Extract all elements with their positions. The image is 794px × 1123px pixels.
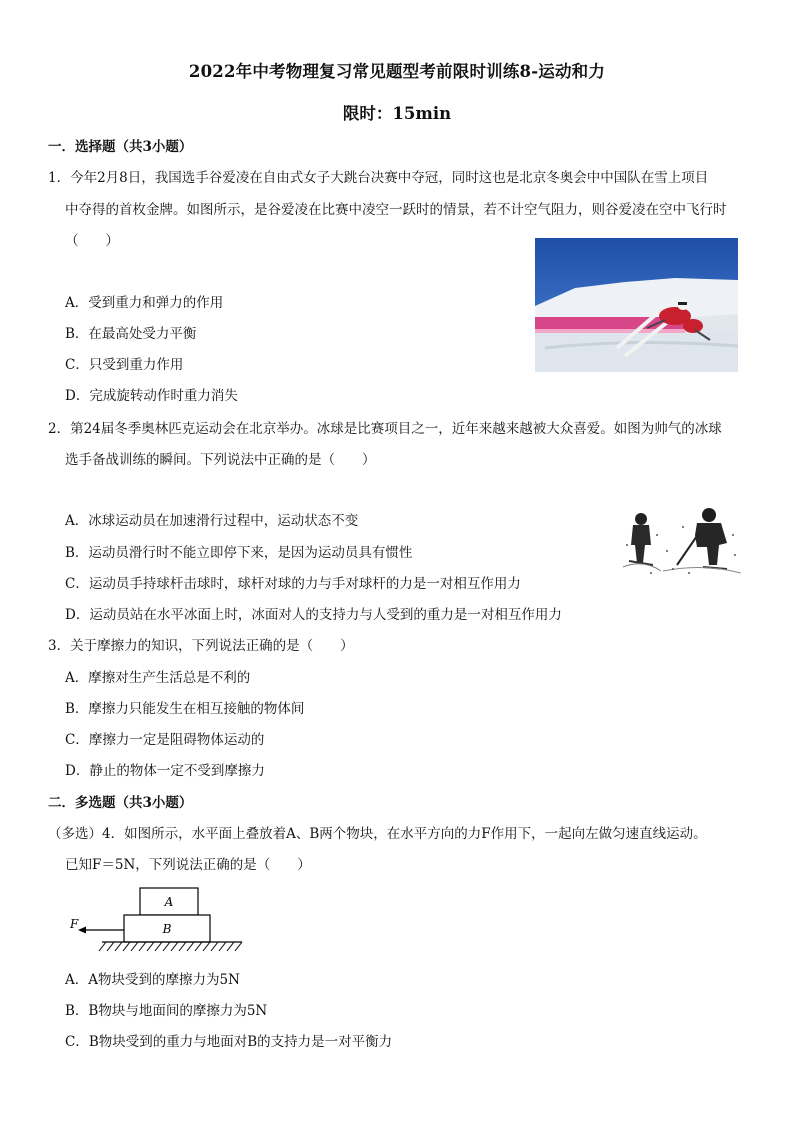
q4-option-a: A．A物块受到的摩擦力为5N: [65, 972, 240, 988]
q1-stem-line3: （ ）: [65, 233, 119, 249]
hockey-photo: [623, 505, 741, 577]
blocks-figure: [66, 884, 246, 956]
q1-option-d: D．完成旋转动作时重力消失: [65, 388, 238, 404]
block-b-label: B: [162, 922, 172, 936]
q2-option-c: C．运动员手持球杆击球时，球杆对球的力与手对球杆的力是一对相互作用力: [65, 576, 521, 592]
section-heading-choice: 一．选择题（共3小题）: [48, 139, 193, 155]
q2-option-d: D．运动员站在水平冰面上时，冰面对人的支持力与人受到的重力是一对相互作用力: [65, 607, 562, 623]
q2-stem-line2: 选手备战训练的瞬间。下列说法中正确的是（ ）: [65, 452, 376, 468]
skier-photo: [535, 238, 738, 372]
q3-stem: 3．关于摩擦力的知识，下列说法正确的是（ ）: [48, 638, 354, 654]
q2-option-b: B．运动员滑行时不能立即停下来，是因为运动员具有惯性: [65, 545, 413, 561]
q3-option-b: B．摩擦力只能发生在相互接触的物体间: [65, 701, 305, 717]
q4-stem-line2: 已知F＝5N，下列说法正确的是（ ）: [65, 857, 311, 873]
ground-hatch: [99, 942, 242, 951]
block-a-label: A: [164, 895, 174, 909]
q3-option-c: C．摩擦力一定是阻碍物体运动的: [65, 732, 265, 748]
q4-option-b: B．B物块与地面间的摩擦力为5N: [65, 1003, 268, 1019]
force-label: F: [70, 917, 79, 931]
q2-option-a: A．冰球运动员在加速滑行过程中，运动状态不变: [65, 513, 359, 529]
force-arrowhead: [78, 927, 86, 934]
q1-option-b: B．在最高处受力平衡: [65, 326, 197, 342]
q1-option-c: C．只受到重力作用: [65, 357, 184, 373]
q1-stem-line2: 中夺得的首枚金牌。如图所示，是谷爱凌在比赛中凌空一跃时的情景，若不计空气阻力，则谷爱凌在空中飞行时: [65, 202, 727, 218]
q3-option-a: A．摩擦对生产生活总是不利的: [65, 670, 251, 686]
q1-stem-line1: 1．今年2月8日，我国选手谷爱凌在自由式女子大跳台决赛中夺冠，同时这也是北京冬奥会中中国队在雪上项目: [48, 170, 709, 186]
page-title: 2022年中考物理复习常见题型考前限时训练8-运动和力: [188, 62, 606, 81]
time-limit: 限时：15min: [342, 104, 452, 123]
q1-option-a: A．受到重力和弹力的作用: [65, 295, 224, 311]
q3-option-d: D．静止的物体一定不受到摩擦力: [65, 763, 265, 779]
section-heading-multi: 二．多选题（共3小题）: [48, 795, 193, 811]
q4-option-c: C．B物块受到的重力与地面对B的支持力是一对平衡力: [65, 1034, 393, 1050]
q4-stem-line1: （多选）4．如图所示，水平面上叠放着A、B两个物块，在水平方向的力F作用下，一起向左做匀速直线运动。: [48, 826, 707, 842]
q2-stem-line1: 2．第24届冬季奥林匹克运动会在北京举办。冰球是比赛项目之一，近年来越来越被大众喜爱。如图为帅气的冰球: [48, 421, 722, 437]
